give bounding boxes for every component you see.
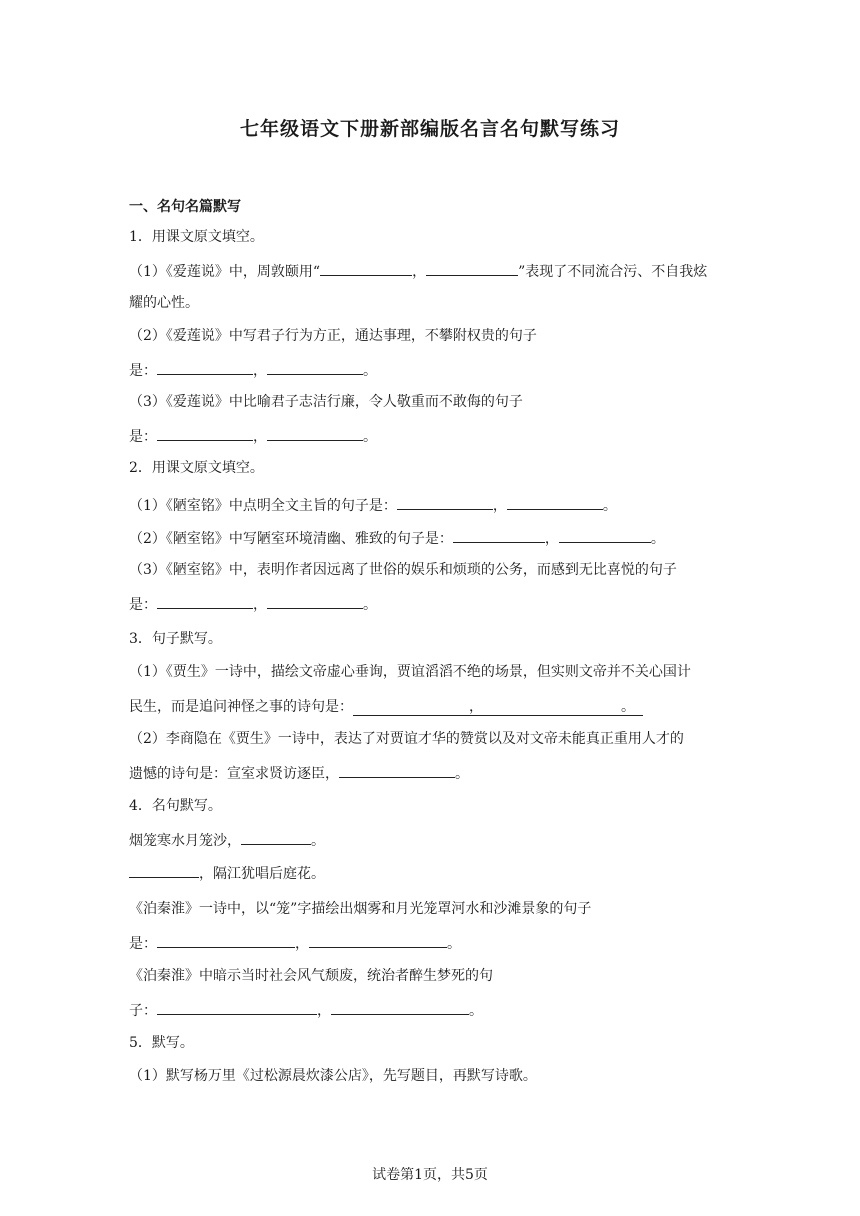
fill-blank[interactable]	[559, 527, 651, 543]
fill-blank[interactable]	[157, 359, 253, 375]
q4-item-4-line1: 《泊秦淮》中暗示当时社会风气颓废，统治者醉生梦死的句	[129, 968, 493, 984]
q3-item-1-text-b: 民生，而是追问神怪之事的诗句是：	[129, 699, 353, 715]
q2-item-3-line1: （3）《陋室铭》中，表明作者因远离了世俗的娱乐和烦琐的公务，而感到无比喜悦的句子	[129, 562, 677, 578]
q1-item-3-text-c: ，	[253, 429, 267, 445]
q4-item-4-text-d: 。	[469, 1003, 483, 1019]
q1-item-3-text-d: 。	[363, 429, 377, 445]
q4-item-3-text-b: 是：	[129, 936, 157, 952]
q2-item-2-text-b: ，	[544, 531, 559, 547]
q2-item-3-text-c: ，	[253, 597, 267, 613]
question-5-stem: 5．默写。	[129, 1035, 194, 1051]
q4-item-4-text-c: ，	[317, 1003, 331, 1019]
q2-item-2-text-c: 。	[650, 531, 665, 547]
q4-item-1	[129, 829, 325, 851]
fill-blank[interactable]	[267, 359, 363, 375]
q2-item-1-text-b: ，	[492, 498, 507, 514]
q3-item-2-text-b: 遗憾的诗句是：宣室求贤访逐臣，	[129, 766, 339, 782]
question-3-stem: 3．句子默写。	[129, 631, 222, 647]
q1-item-3-text-b: 是：	[129, 429, 157, 445]
q1-item-1-text-c: ”表现了不同流合污、不自我炫	[518, 264, 708, 280]
page-title: 七年级语文下册新部编版名言名句默写练习	[239, 118, 620, 140]
q1-item-1-text-b: ，	[412, 264, 427, 280]
fill-blank[interactable]	[267, 593, 363, 609]
fill-blank[interactable]	[241, 829, 311, 845]
fill-blank[interactable]	[331, 999, 469, 1015]
q2-item-3-text-d: 。	[363, 597, 377, 613]
q4-item-4-line2	[129, 999, 483, 1021]
q4-item-3-text-d: 。	[447, 936, 461, 952]
q3-item-1-text-d: 。	[621, 699, 635, 715]
q2-item-2-text-a: （2）《陋室铭》中写陋室环境清幽、雅致的句子是：	[129, 531, 453, 547]
fill-blank[interactable]	[157, 425, 253, 441]
q1-item-3-line1: （3）《爱莲说》中比喻君子志洁行廉，令人敬重而不敢侮的句子	[129, 394, 523, 410]
q2-item-1-text-c: 。	[602, 498, 617, 514]
fill-blank-underlined[interactable]	[353, 699, 643, 716]
fill-blank[interactable]	[426, 260, 518, 276]
fill-blank[interactable]	[157, 932, 295, 948]
q3-item-1-line2	[129, 696, 643, 717]
question-1-stem: 1．用课文原文填空。	[129, 229, 264, 245]
fill-blank[interactable]	[157, 999, 317, 1015]
q4-item-3-text-c: ，	[295, 936, 309, 952]
q1-item-2-line2	[129, 359, 377, 381]
q4-item-2	[129, 862, 325, 884]
fill-blank[interactable]	[129, 862, 199, 878]
question-2-stem: 2．用课文原文填空。	[129, 460, 264, 476]
q1-item-2-line1: （2）《爱莲说》中写君子行为方正，通达事理，不攀附权贵的句子	[129, 328, 537, 344]
fill-blank[interactable]	[483, 696, 621, 711]
q1-item-3-line2	[129, 425, 377, 447]
q1-item-2-text-b: 是：	[129, 363, 157, 379]
section-heading: 一、名句名篇默写	[129, 199, 241, 215]
q4-item-3-line1: 《泊秦淮》一诗中，以“笼”字描绘出烟雾和月光笼罩河水和沙滩景象的句子	[129, 901, 592, 917]
q1-item-1-text-a: （1）《爱莲说》中，周敦颐用“	[129, 264, 321, 280]
q2-item-1-text-a: （1）《陋室铭》中点明全文主旨的句子是：	[129, 498, 397, 514]
q1-item-1-line1	[129, 260, 707, 282]
fill-blank[interactable]	[397, 494, 493, 510]
q2-item-3-line2	[129, 593, 377, 615]
q4-item-2-text-a: ，隔江犹唱后庭花。	[199, 866, 325, 882]
fill-blank[interactable]	[320, 260, 412, 276]
q3-item-2-text-c: 。	[455, 766, 469, 782]
q4-item-4-text-b: 子：	[129, 1003, 157, 1019]
fill-blank[interactable]	[353, 696, 469, 711]
q2-item-2	[129, 527, 665, 549]
q4-item-1-text-b: 。	[311, 833, 325, 849]
page-footer: 试卷第1页，共5页	[372, 1167, 488, 1183]
q3-item-2-line1: （2）李商隐在《贾生》一诗中，表达了对贾谊才华的赞赏以及对文帝未能真正重用人才的	[129, 731, 684, 747]
q4-item-3-line2	[129, 932, 461, 954]
fill-blank[interactable]	[309, 932, 447, 948]
q5-item-1: （1）默写杨万里《过松源晨炊漆公店》，先写题目，再默写诗歌。	[129, 1068, 537, 1084]
fill-blank[interactable]	[453, 527, 545, 543]
fill-blank[interactable]	[267, 425, 363, 441]
q3-item-1-text-c: ，	[469, 699, 483, 715]
q3-item-1-line1: （1）《贾生》一诗中，描绘文帝虚心垂询，贾谊滔滔不绝的场景，但实则文帝并不关心国计	[129, 664, 691, 680]
q1-item-2-text-d: 。	[363, 363, 377, 379]
fill-blank[interactable]	[157, 593, 253, 609]
fill-blank[interactable]	[339, 762, 455, 778]
fill-blank[interactable]	[507, 494, 603, 510]
q4-item-1-text-a: 烟笼寒水月笼沙，	[129, 833, 241, 849]
q1-item-2-text-c: ，	[253, 363, 267, 379]
q2-item-1	[129, 494, 617, 516]
question-4-stem: 4．名句默写。	[129, 798, 222, 814]
q1-item-1-line2: 耀的心性。	[129, 295, 199, 311]
q3-item-2-line2	[129, 762, 469, 784]
q2-item-3-text-b: 是：	[129, 597, 157, 613]
